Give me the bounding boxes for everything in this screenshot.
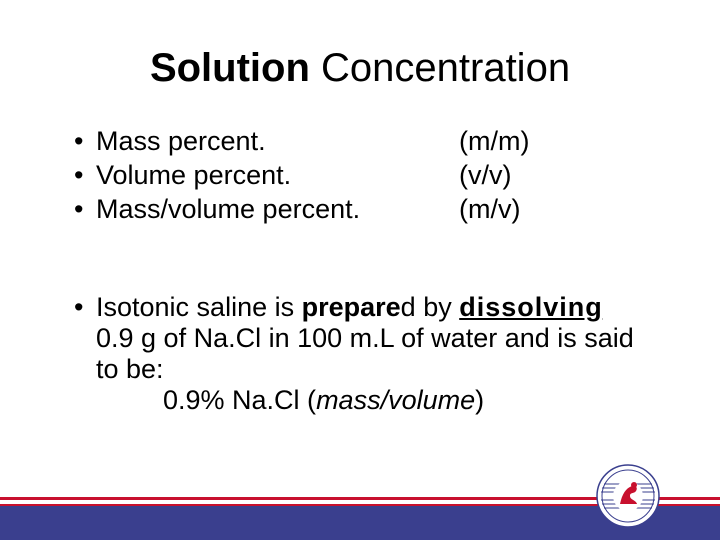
type-label: Mass percent. <box>96 126 266 156</box>
list-item <box>74 192 674 226</box>
example-text-2: d by <box>400 292 460 322</box>
bullet: • <box>74 292 84 322</box>
bullet: • <box>74 194 84 224</box>
title-rest: Concentration <box>309 46 571 90</box>
type-abbr: (m/v) <box>459 194 521 224</box>
bullet: • <box>74 126 84 156</box>
concentration-types-list <box>74 124 674 226</box>
university-seal-logo <box>596 464 660 528</box>
result-close: ) <box>475 385 485 415</box>
example-result <box>96 385 634 416</box>
example-emphasis: prepare <box>301 292 401 322</box>
type-abbr: (m/m) <box>459 126 530 156</box>
title-bold: Solution <box>149 46 310 90</box>
bullet: • <box>74 160 84 190</box>
example-underlined: dissolving <box>459 292 603 322</box>
list-item <box>74 124 674 158</box>
type-label: Volume percent. <box>96 160 292 190</box>
type-abbr: (v/v) <box>459 160 512 190</box>
result-text: 0.9% Na.Cl ( <box>163 385 317 415</box>
slide-title <box>0 44 720 92</box>
type-label: Mass/volume percent. <box>96 194 361 224</box>
example-paragraph <box>74 292 642 416</box>
result-italic: mass/volume <box>316 385 476 415</box>
list-item <box>74 158 674 192</box>
example-text-1: Isotonic saline is <box>96 292 302 322</box>
example-text-3: 0.9 g of Na.Cl in 100 m.L of water and is said to be: <box>96 292 642 384</box>
example-text <box>96 292 642 416</box>
